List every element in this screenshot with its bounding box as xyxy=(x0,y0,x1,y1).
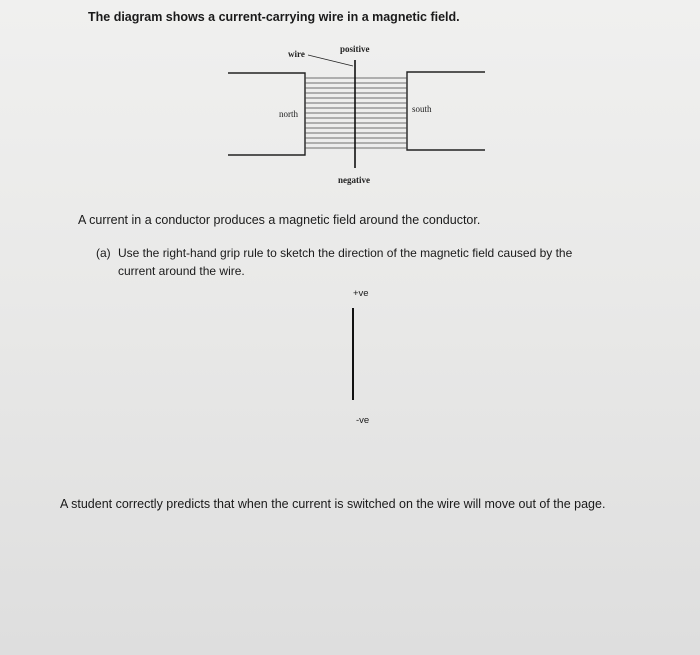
wire-negative-label: -ve xyxy=(356,415,370,426)
north-label: north xyxy=(279,109,298,119)
question-a xyxy=(96,244,636,280)
question-a-line2: current around the wire. xyxy=(118,264,245,278)
field-lines xyxy=(305,78,407,148)
vertical-wire xyxy=(352,308,354,400)
question-a-label: (a) xyxy=(96,246,111,260)
intro-text: The diagram shows a current-carrying wire in a magnetic field. xyxy=(88,10,460,24)
paragraph-student-prediction: A student correctly predicts that when the current is switched on the wire will move out of the page. xyxy=(60,497,606,511)
positive-label: positive xyxy=(340,44,370,54)
question-a-line1: Use the right-hand grip rule to sketch the direction of the magnetic field caused by the xyxy=(118,246,573,260)
magnet-wire-diagram xyxy=(0,0,700,200)
south-label: south xyxy=(412,104,432,114)
wire-positive-label: +ve xyxy=(353,288,369,299)
wire-leader-line xyxy=(308,55,353,66)
paragraph-magnetic-field: A current in a conductor produces a magnetic field around the conductor. xyxy=(78,213,481,227)
wire-sketch-area xyxy=(340,285,380,435)
wire-label: wire xyxy=(288,49,305,59)
negative-label: negative xyxy=(338,175,370,185)
